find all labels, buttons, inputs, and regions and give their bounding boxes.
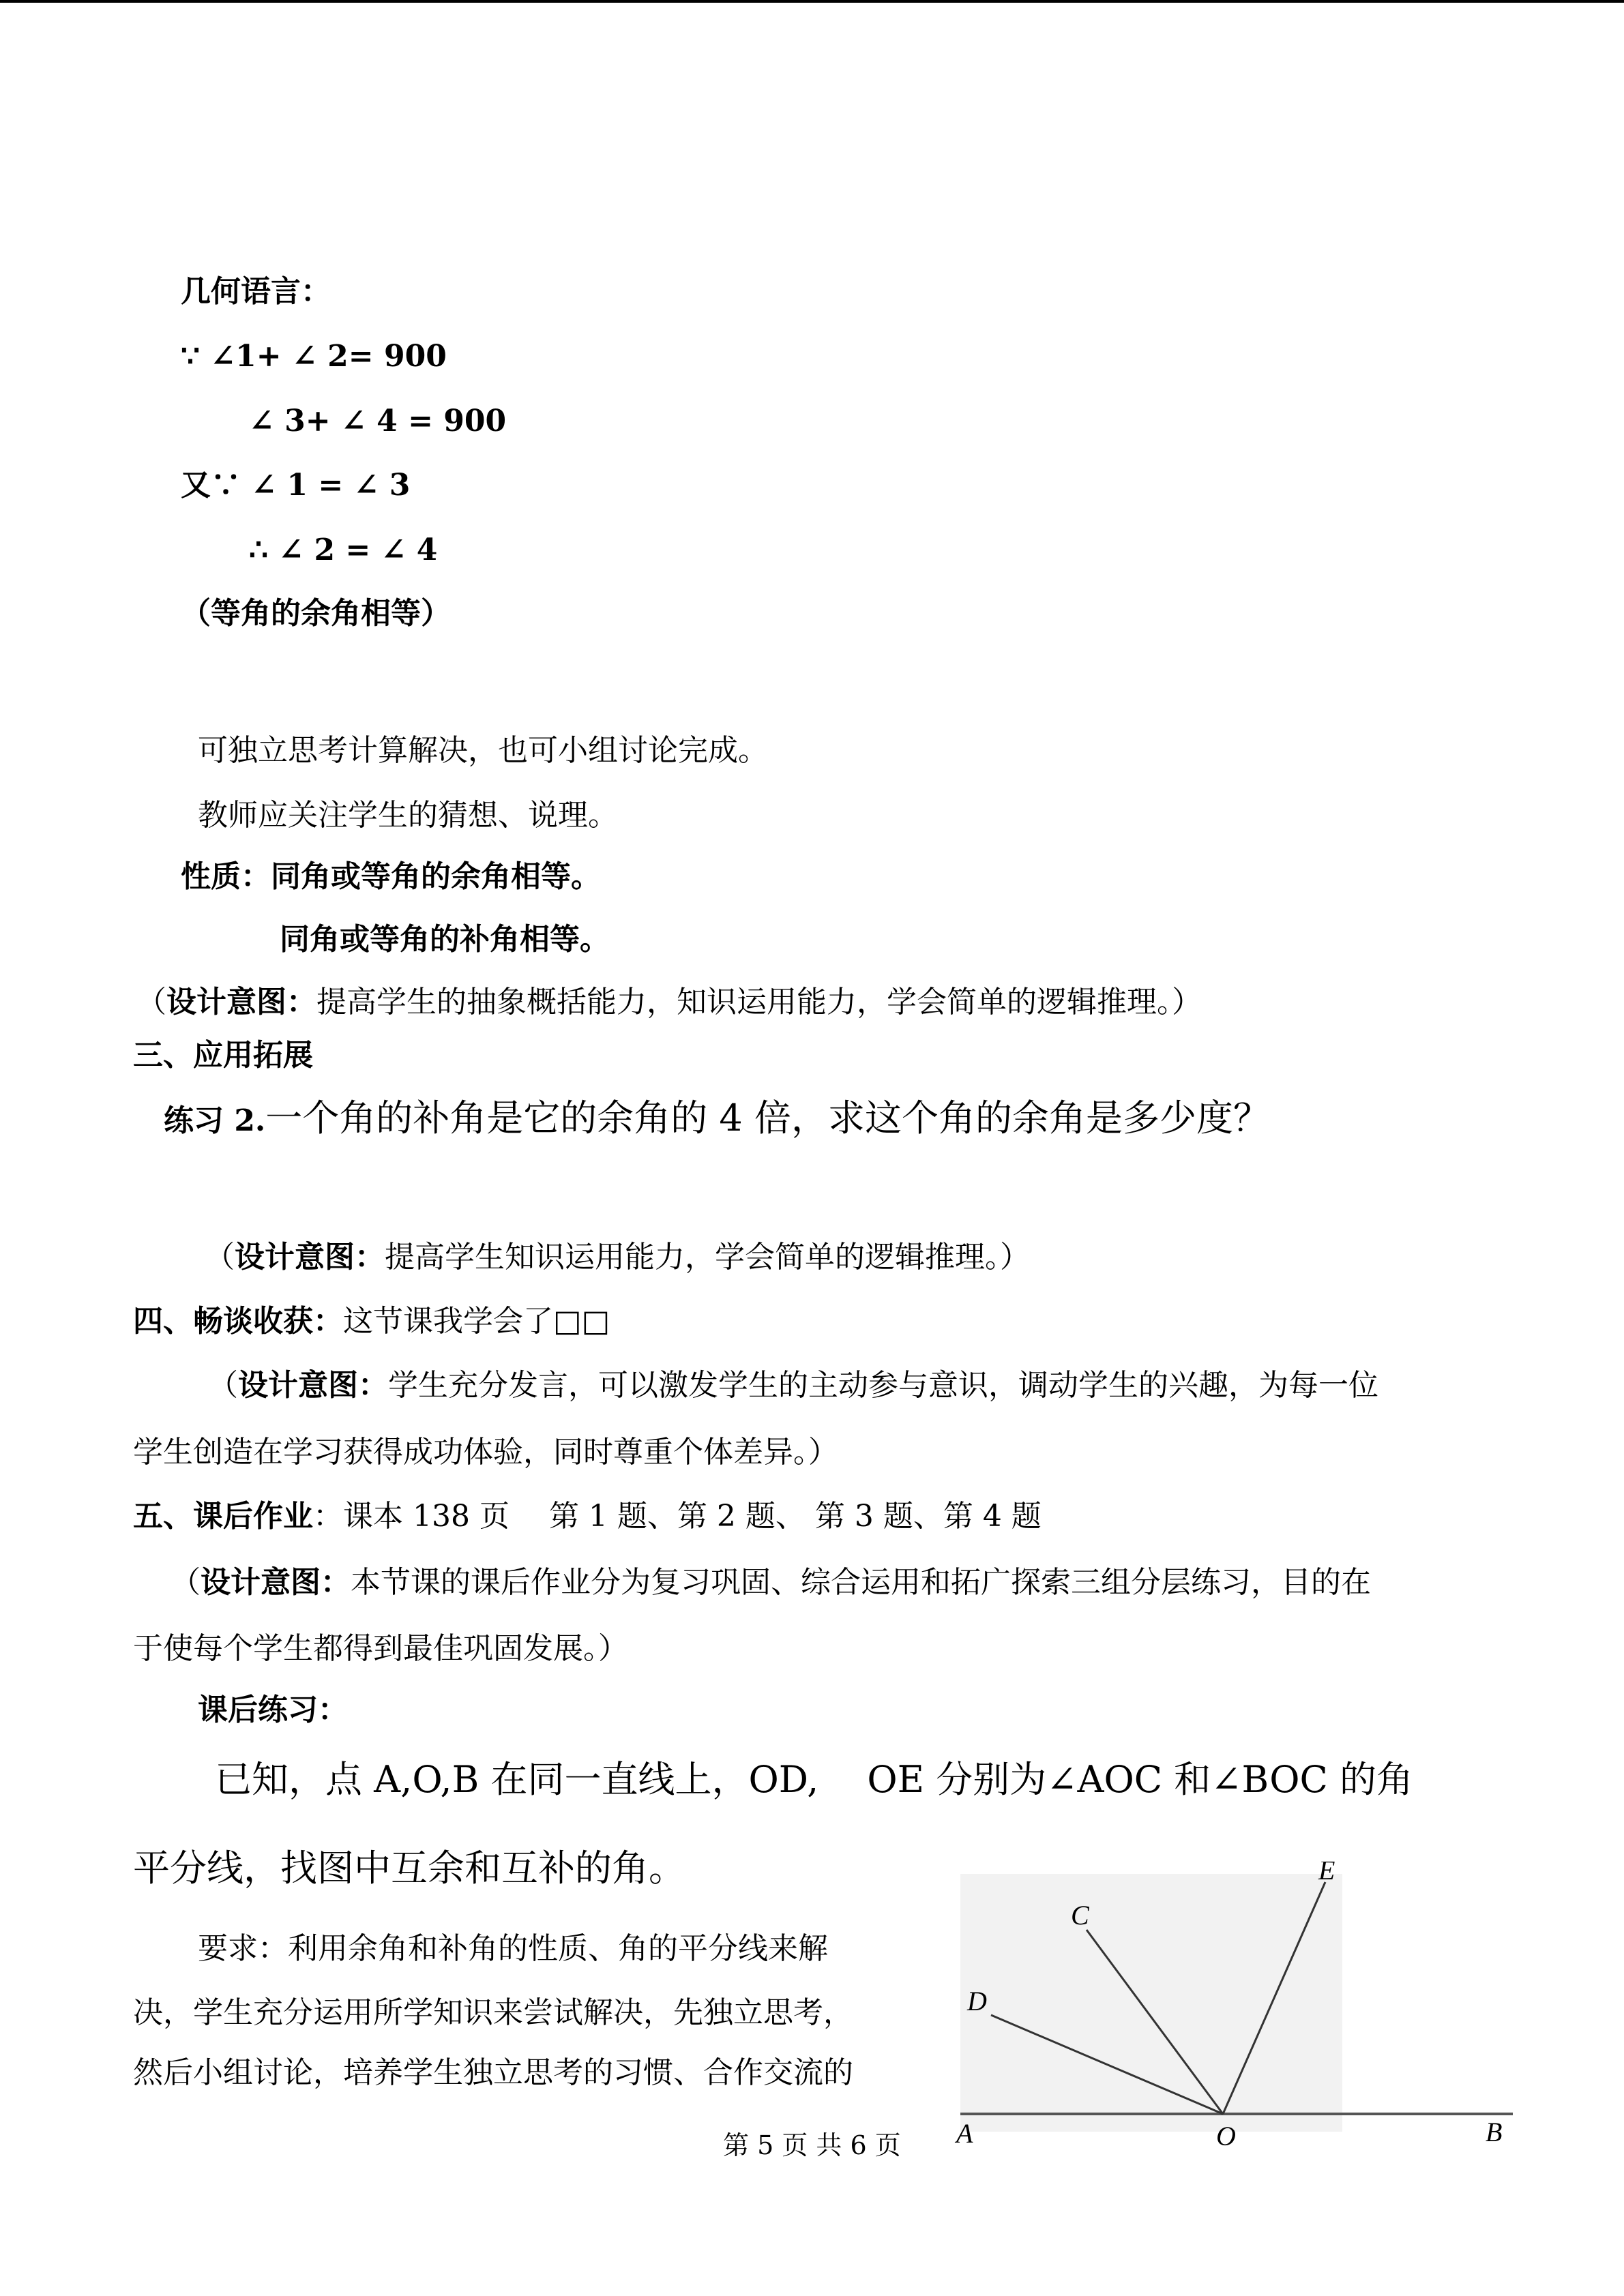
label-E: E [1318,1862,1335,1885]
section-3-title: 三、应用拓展 [133,1038,313,1073]
property-line-2: 同角或等角的补角相等。 [280,922,610,957]
exercise-label: 练习 2. [164,1103,266,1138]
design-intent-4: （设计意图：本节课的课后作业分为复习巩固、综合运用和拓广探索三组分层练习，目的在 [171,1565,1371,1600]
practice-problem-2: 平分线，找图中互余和互补的角。 [133,1847,685,1890]
label-C: C [1071,1900,1089,1930]
geometry-heading: 几何语言： [181,274,331,309]
page-footer: 第 5 页 共 6 页 [723,2130,901,2160]
top-border [0,0,1624,3]
note-2: 教师应关注学生的猜想、说理。 [198,798,618,833]
practice-requirement-2: 决，学生充分运用所学知识来尝试解决，先独立思考， [133,1995,853,2030]
property-label: 性质： [181,859,271,894]
section-5-title: 五、课后作业 [133,1499,313,1534]
section-4: 四、畅谈收获：这节课我学会了□□ [133,1304,610,1339]
note-1: 可独立思考计算解决，也可小组讨论完成。 [198,733,768,768]
exercise-text: 一个角的补角是它的余角的 4 倍，求这个角的余角是多少度？ [265,1097,1270,1139]
design-intent-3: （设计意图：学生充分发言，可以激发学生的主动参与意识，调动学生的兴趣，为每一位 [208,1368,1378,1403]
practice-problem-1: 已知，点 A,O,B 在同一直线上，OD, OE 分别为∠AOC 和∠BOC 的角 [215,1758,1413,1801]
geometry-line-3: 又∵ ∠ 1 = ∠ 3 [181,468,411,503]
label-O: O [1216,2121,1236,2148]
property-text-1: 同角或等角的余角相等。 [271,859,601,894]
figure-background [960,1874,1342,2132]
design-intent-1: （设计意图：提高学生的抽象概括能力，知识运用能力，学会简单的逻辑推理。） [136,985,1202,1019]
section-4-title: 四、畅谈收获： [133,1304,343,1339]
practice-requirement-1: 要求：利用余角和补角的性质、角的平分线来解 [198,1931,828,1966]
design-intent-label: 设计意图： [166,985,316,1019]
label-B: B [1486,2117,1503,2147]
geometry-line-1: ∵ ∠1+ ∠ 2= 900 [181,339,447,374]
design-intent-2: （设计意图：提高学生知识运用能力，学会简单的逻辑推理。） [205,1240,1030,1274]
geometry-reason: （等角的余角相等） [181,596,451,631]
angle-figure [947,1862,1520,2148]
property-line-1 [181,859,601,895]
exercise-2 [164,1097,1270,1141]
design-intent-3-cont: 学生创造在学习获得成功体验，同时尊重个体差异。） [133,1435,838,1470]
label-A: A [956,2118,973,2148]
practice-heading: 课后练习： [198,1693,348,1727]
label-D: D [967,1986,987,2016]
section-5: 五、课后作业：课本 138 页 第 1 题、第 2 题、 第 3 题、第 4 题 [133,1499,1042,1534]
practice-requirement-3: 然后小组讨论，培养学生独立思考的习惯、合作交流的 [133,2055,853,2090]
geometry-line-4: ∴ ∠ 2 = ∠ 4 [249,533,438,567]
design-intent-4-cont: 于使每个学生都得到最佳巩固发展。） [133,1631,628,1666]
geometry-line-2: ∠ 3+ ∠ 4 = 900 [249,404,507,438]
